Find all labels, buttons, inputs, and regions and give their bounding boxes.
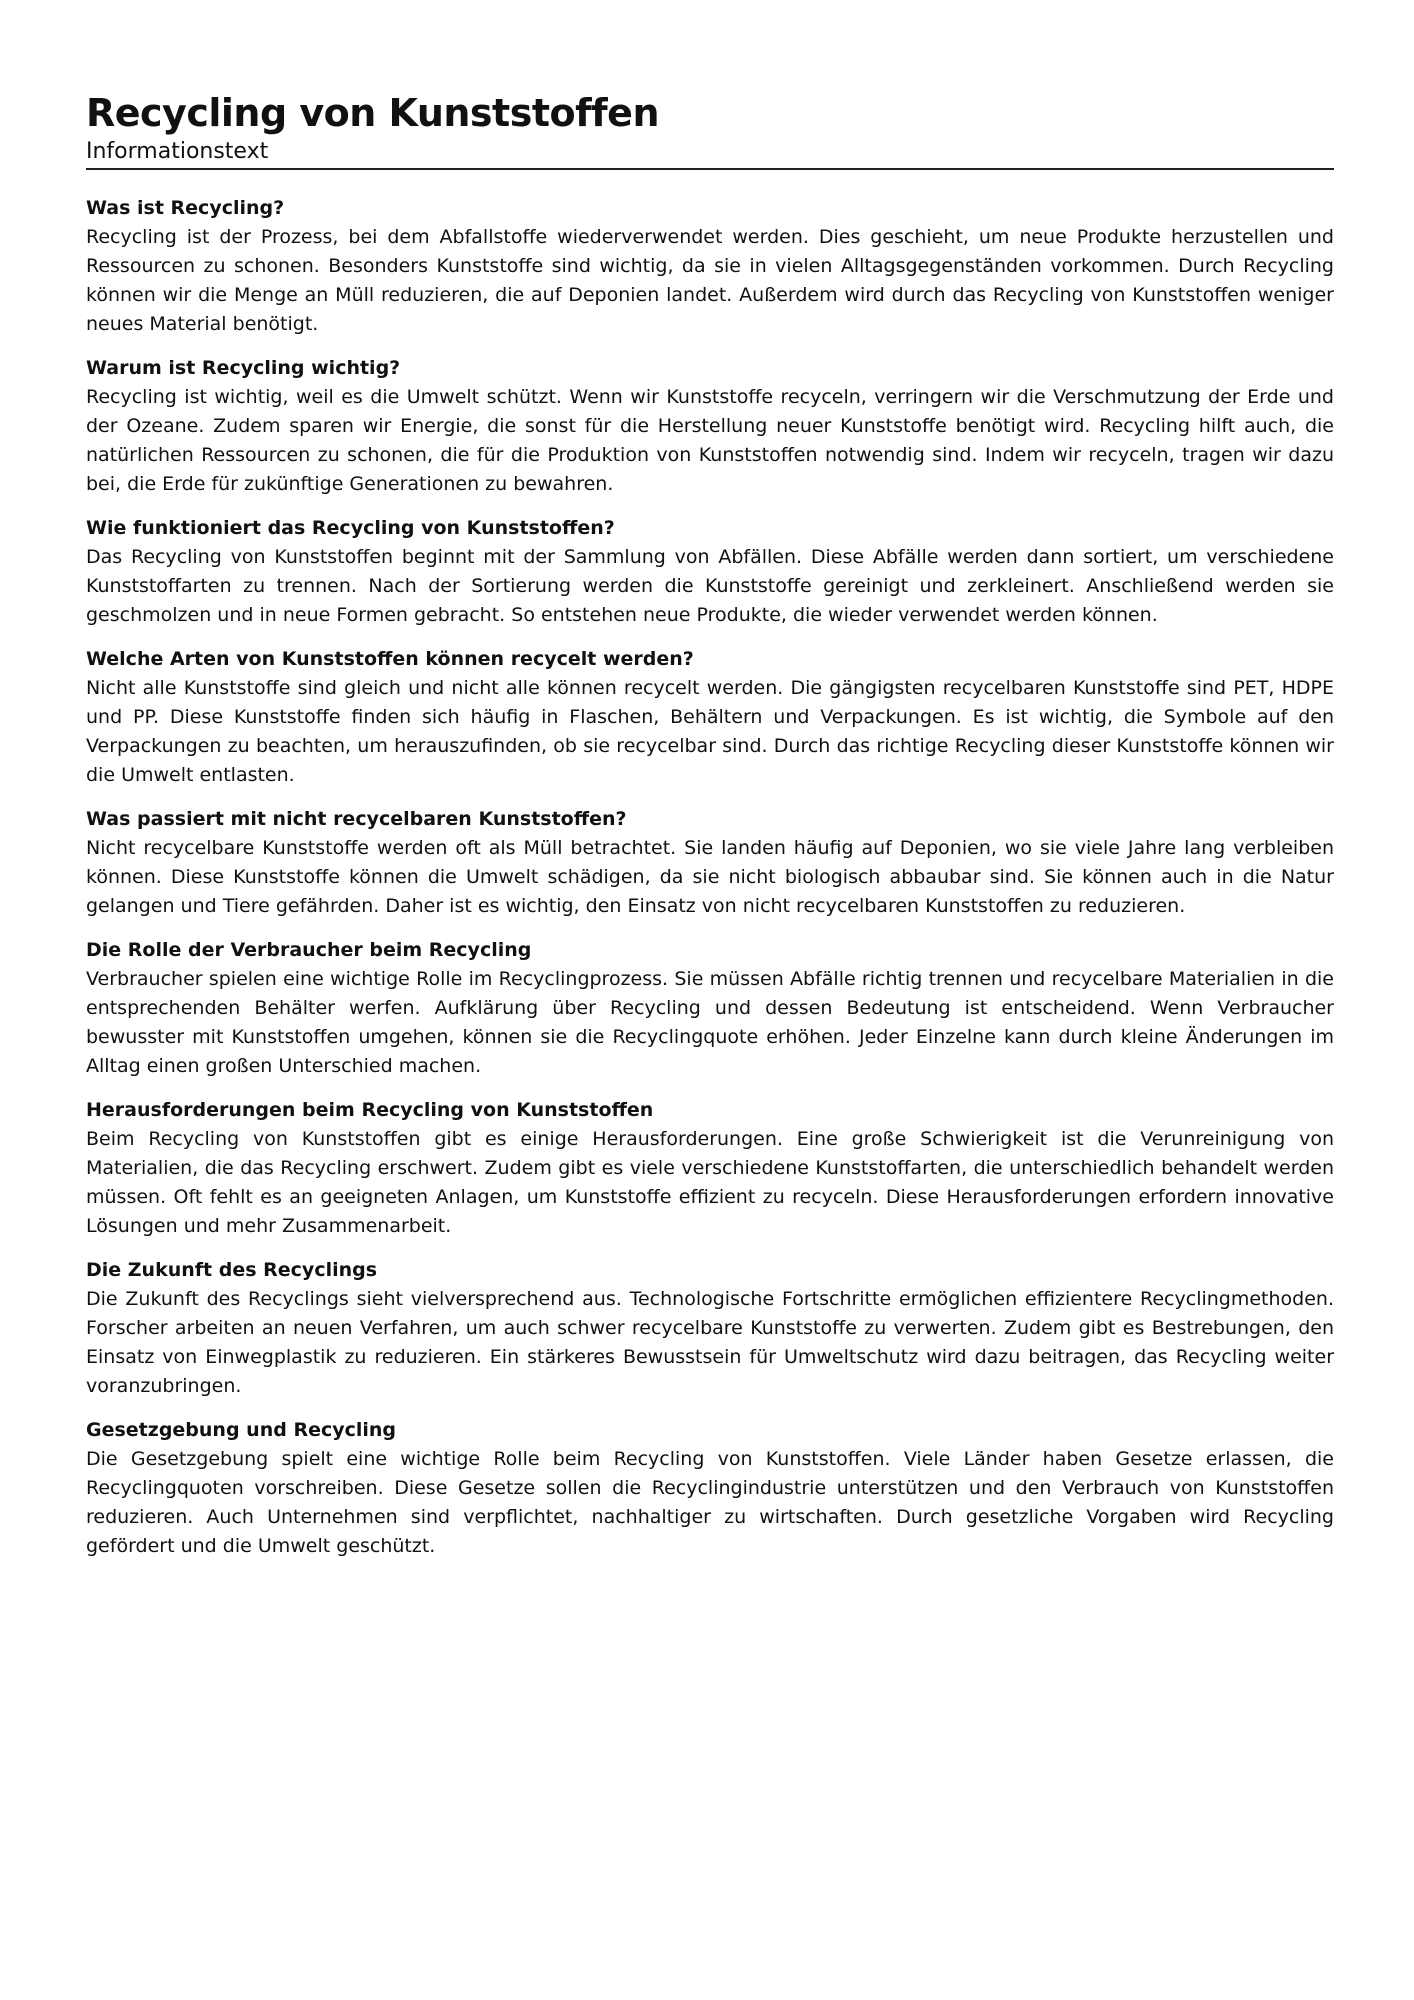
section-gesetzgebung [86, 1416, 1334, 1561]
section-was-ist-recycling [86, 194, 1334, 339]
section-arten-kunststoffe [86, 645, 1334, 790]
section-heading: Welche Arten von Kunststoffen können recycelt werden? [86, 648, 694, 670]
section-body: Beim Recycling von Kunststoffen gibt es einige Herausforderungen. Eine große Schwierigkeit ist die Verunreinigung von Materialien, die das Recycling erschwert. Zudem gibt es viele verschiedene Kunststoffarten, die unterschiedlich behandelt werden müssen. Oft fehlt es an geeigneten Anlagen, um Kunststoffe effizient zu recyceln. Diese Herausforderungen erfordern innovative Lösungen und mehr Zusammenarbeit. [86, 1128, 1334, 1237]
section-rolle-verbraucher [86, 936, 1334, 1081]
section-nicht-recycelbar [86, 805, 1334, 921]
section-heading: Die Zukunft des Recyclings [86, 1259, 378, 1281]
section-heading: Gesetzgebung und Recycling [86, 1419, 397, 1441]
section-warum-wichtig [86, 354, 1334, 499]
section-body: Die Gesetzgebung spielt eine wichtige Rolle beim Recycling von Kunststoffen. Viele Länder haben Gesetze erlassen, die Recyclingquoten vorschreiben. Diese Gesetze sollen die Recyclingindustrie unterstützen und den Verbrauch von Kunststoffen reduzieren. Auch Unternehmen sind verpflichtet, nachhaltiger zu wirtschaften. Durch gesetzliche Vorgaben wird Recycling gefördert und die Umwelt geschützt. [86, 1448, 1334, 1557]
section-body: Recycling ist der Prozess, bei dem Abfallstoffe wiederverwendet werden. Dies geschieht, um neue Produkte herzustellen und Ressourcen zu schonen. Besonders Kunststoffe sind wichtig, da sie in vielen Alltagsgegenständen vorkommen. Durch Recycling können wir die Menge an Müll reduzieren, die auf Deponien landet. Außerdem wird durch das Recycling von Kunststoffen weniger neues Material benötigt. [86, 226, 1334, 335]
section-heading: Herausforderungen beim Recycling von Kunststoffen [86, 1099, 654, 1121]
section-heading: Was ist Recycling? [86, 197, 285, 219]
section-body: Die Zukunft des Recyclings sieht vielversprechend aus. Technologische Fortschritte ermöglichen effizientere Recyclingmethoden. Forscher arbeiten an neuen Verfahren, um auch schwer recycelbare Kunststoffe zu verwerten. Zudem gibt es Bestrebungen, den Einsatz von Einwegplastik zu reduzieren. Ein stärkeres Bewusstsein für Umweltschutz wird dazu beitragen, das Recycling weiter voranzubringen. [86, 1288, 1334, 1397]
section-heading: Warum ist Recycling wichtig? [86, 357, 401, 379]
sections-container [86, 194, 1334, 1561]
document-title: Recycling von Kunststoffen [86, 91, 659, 135]
section-wie-funktioniert [86, 514, 1334, 630]
section-body: Nicht recycelbare Kunststoffe werden oft als Müll betrachtet. Sie landen häufig auf Deponien, wo sie viele Jahre lang verbleiben können. Diese Kunststoffe können die Umwelt schädigen, da sie nicht biologisch abbaubar sind. Sie können auch in die Natur gelangen und Tiere gefährden. Daher ist es wichtig, den Einsatz von nicht recycelbaren Kunststoffen zu reduzieren. [86, 837, 1334, 917]
section-body: Verbraucher spielen eine wichtige Rolle im Recyclingprozess. Sie müssen Abfälle richtig trennen und recycelbare Materialien in die entsprechenden Behälter werfen. Aufklärung über Recycling und dessen Bedeutung ist entscheidend. Wenn Verbraucher bewusster mit Kunststoffen umgehen, können sie die Recyclingquote erhöhen. Jeder Einzelne kann durch kleine Änderungen im Alltag einen großen Unterschied machen. [86, 968, 1334, 1077]
section-body: Das Recycling von Kunststoffen beginnt mit der Sammlung von Abfällen. Diese Abfälle werden dann sortiert, um verschiedene Kunststoffarten zu trennen. Nach der Sortierung werden die Kunststoffe gereinigt und zerkleinert. Anschließend werden sie geschmolzen und in neue Formen gebracht. So entstehen neue Produkte, die wieder verwendet werden können. [86, 546, 1334, 626]
section-body: Nicht alle Kunststoffe sind gleich und nicht alle können recycelt werden. Die gängigsten recycelbaren Kunststoffe sind PET, HDPE und PP. Diese Kunststoffe finden sich häufig in Flaschen, Behältern und Verpackungen. Es ist wichtig, die Symbole auf den Verpackungen zu beachten, um herauszufinden, ob sie recycelbar sind. Durch das richtige Recycling dieser Kunststoffe können wir die Umwelt entlasten. [86, 677, 1334, 786]
section-body: Recycling ist wichtig, weil es die Umwelt schützt. Wenn wir Kunststoffe recyceln, verringern wir die Verschmutzung der Erde und der Ozeane. Zudem sparen wir Energie, die sonst für die Herstellung neuer Kunststoffe benötigt wird. Recycling hilft auch, die natürlichen Ressourcen zu schonen, die für die Produktion von Kunststoffen notwendig sind. Indem wir recyceln, tragen wir dazu bei, die Erde für zukünftige Generationen zu bewahren. [86, 386, 1334, 495]
section-heading: Wie funktioniert das Recycling von Kunststoffen? [86, 517, 615, 539]
section-zukunft [86, 1256, 1334, 1401]
section-heading: Die Rolle der Verbraucher beim Recycling [86, 939, 532, 961]
section-heading: Was passiert mit nicht recycelbaren Kunststoffen? [86, 808, 627, 830]
section-herausforderungen [86, 1096, 1334, 1241]
document-page [86, 88, 1334, 1576]
document-subtitle: Informationstext [86, 138, 1334, 170]
